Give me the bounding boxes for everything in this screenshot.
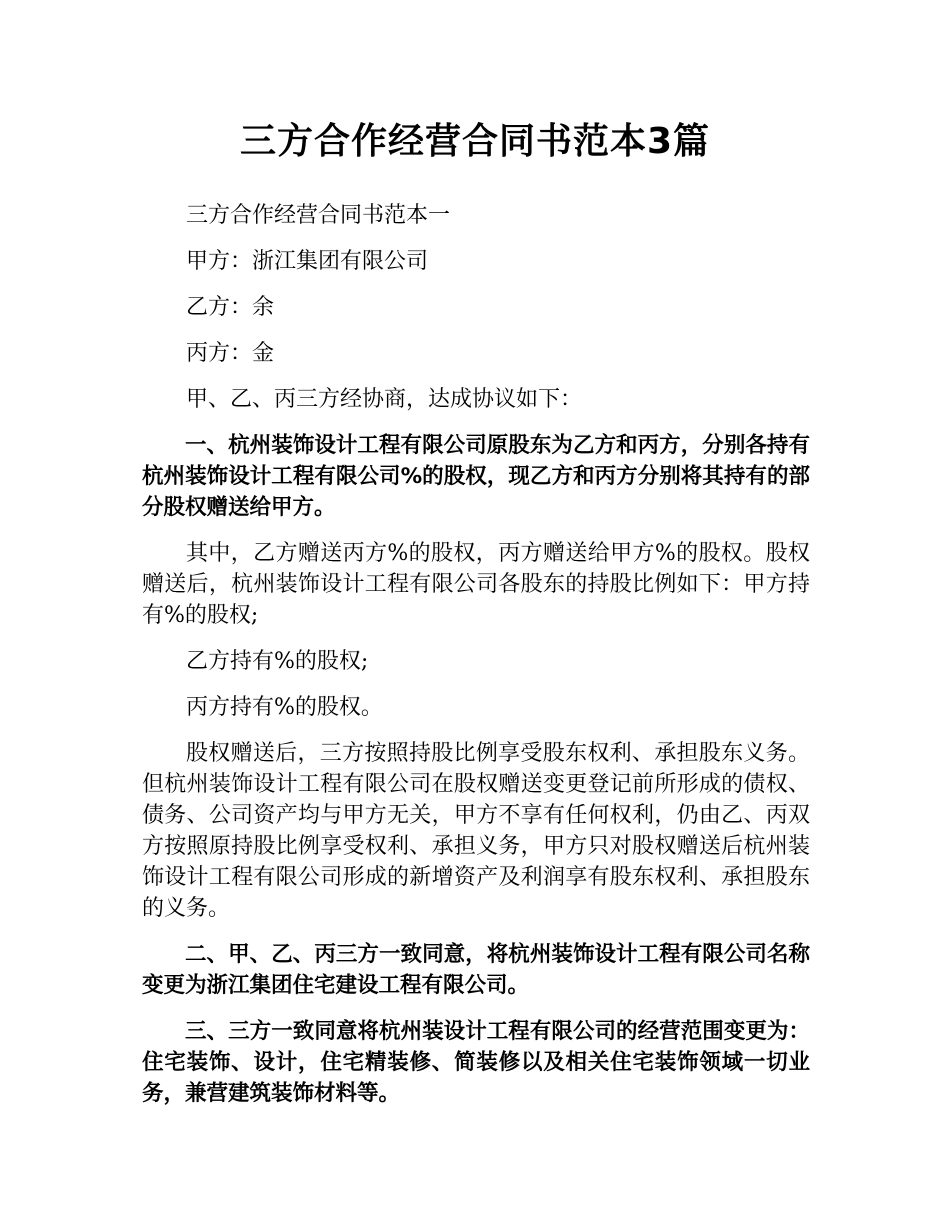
party-c-line: 丙方：金 (186, 341, 275, 366)
section-heading: 三方合作经营合同书范本一 (186, 203, 451, 228)
clause-2: 二、甲、乙、丙三方一致同意，将杭州装饰设计工程有限公司名称变更为浙江集团住宅建设工程有限公司。 (142, 942, 810, 998)
clause-1-party-c-share: 丙方持有%的股权。 (186, 695, 383, 720)
document-title: 三方合作经营合同书范本3篇 (239, 121, 711, 162)
clause-1-detail: 其中，乙方赠送丙方%的股权，丙方赠送给甲方%的股权。股权赠送后，杭州装饰设计工程有限公司各股东的持股比例如下：甲方持有%的股权; (142, 541, 810, 628)
party-b-line: 乙方：余 (186, 295, 275, 320)
agreement-intro: 甲、乙、丙三方经协商，达成协议如下： (186, 387, 583, 412)
clause-1-rights: 股权赠送后，三方按照持股比例享受股东权利、承担股东义务。但杭州装饰设计工程有限公司在股权赠送变更登记前所形成的债权、债务、公司资产均与甲方无关，甲方不享有任何权利，仍由乙、丙双方按照原持股比例享受权利、承担义务，甲方只对股权赠送后杭州装饰设计工程有限公司形成的新增资产及利润享有股东权利、承担股东的义务。 (142, 741, 810, 921)
clause-3: 三、三方一致同意将杭州装设计工程有限公司的经营范围变更为：住宅装饰、设计，住宅精装修、简装修以及相关住宅装饰领域一切业务，兼营建筑装饰材料等。 (142, 1019, 810, 1106)
document-body (142, 200, 810, 1124)
clause-1-party-b-share: 乙方持有%的股权; (186, 649, 369, 674)
clause-1: 一、杭州装饰设计工程有限公司原股东为乙方和丙方，分别各持有杭州装饰设计工程有限公司%的股权，现乙方和丙方分别将其持有的部分股权赠送给甲方。 (142, 433, 810, 520)
party-a-line: 甲方：浙江集团有限公司 (186, 249, 429, 274)
